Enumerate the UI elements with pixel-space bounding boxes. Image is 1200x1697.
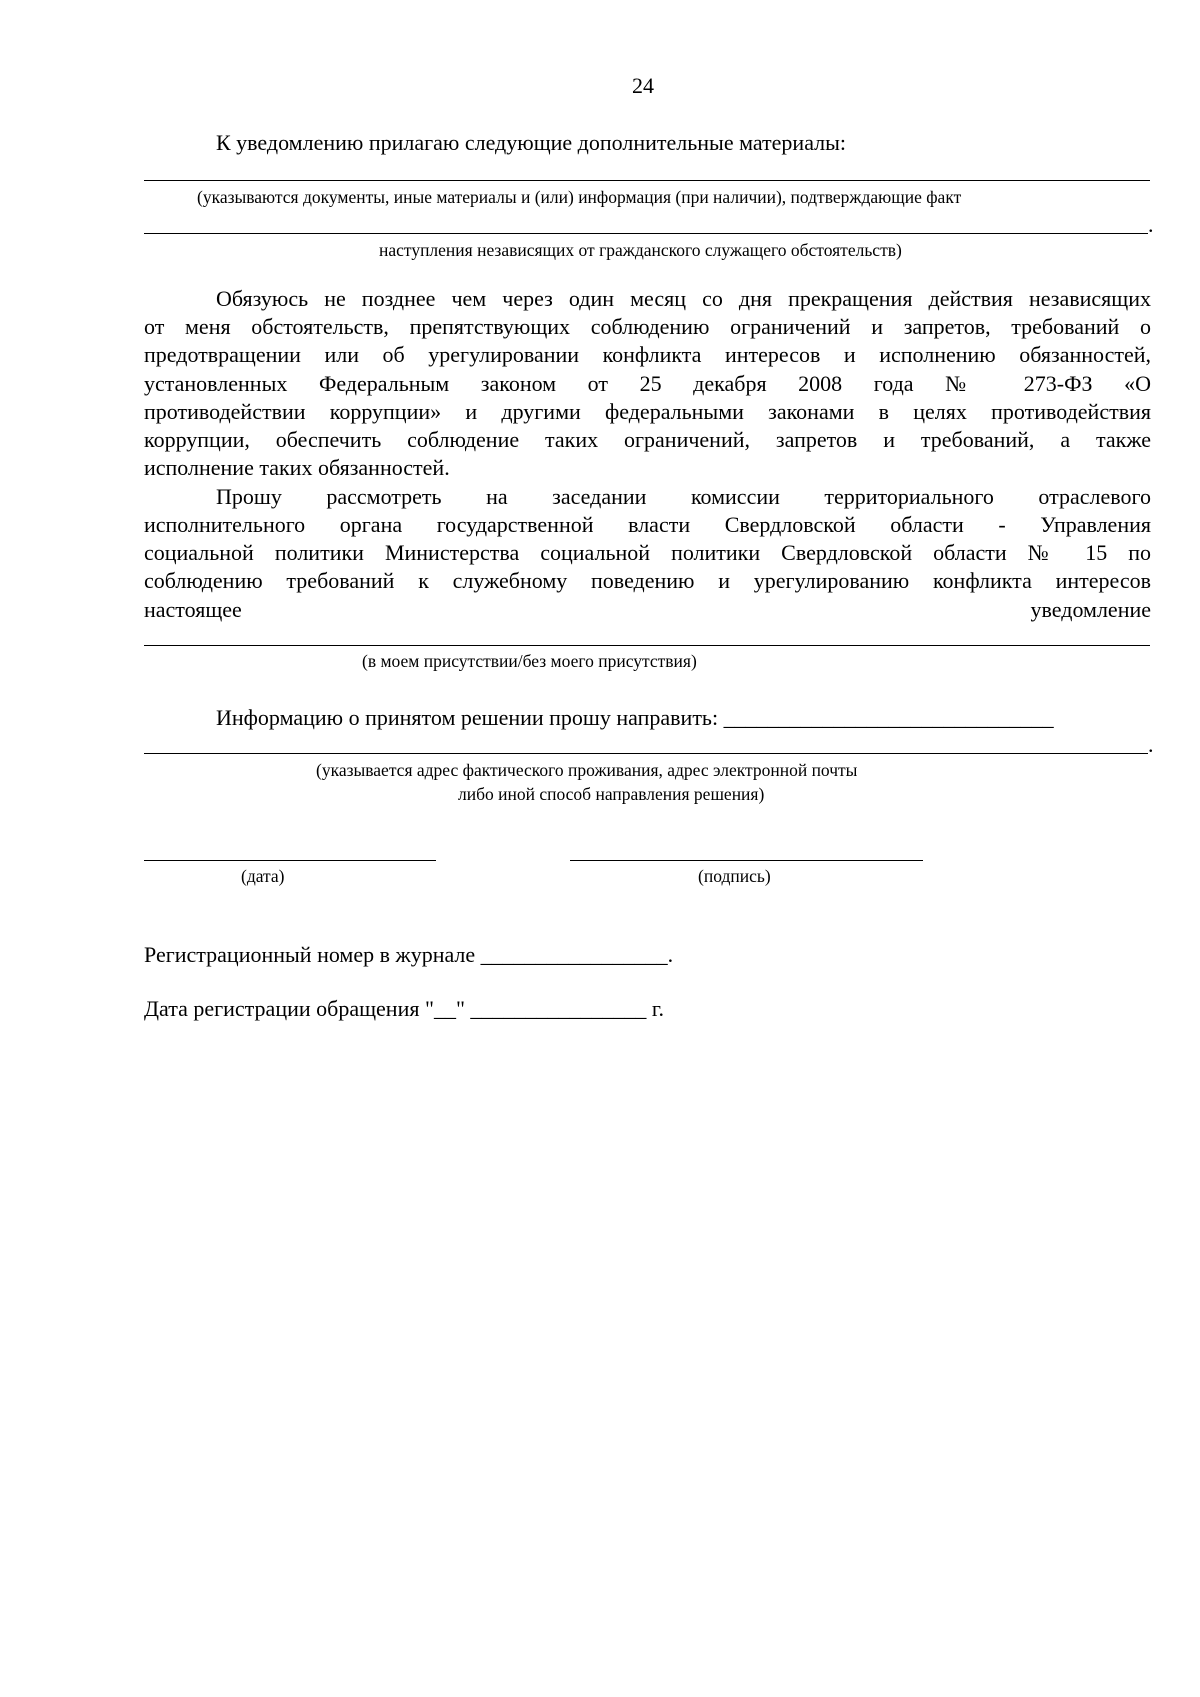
obligation-line-1: Обязуюсь не позднее чем через один месяц со дня прекращения действия независящих [216,286,1151,311]
decision-info-caption-2: либо иной способ направления решения) [458,784,765,804]
obligation-last-line: исполнение таких обязанностей. [144,455,450,480]
attachments-trailing-dot: . [1148,212,1154,237]
request-last-left: настоящее [144,597,242,622]
decision-info-line [144,753,1148,754]
obligation-line-4: установленных Федеральным законом от 25 декабря 2008 года № 273-ФЗ «О [144,371,1151,396]
request-line-2: исполнительного органа государственной власти Свердловской области - Управления [144,512,1151,537]
attachments-line-1 [144,180,1150,181]
decision-info-caption-1: (указывается адрес фактического проживания, адрес электронной почты [316,760,858,780]
date-caption: (дата) [241,866,285,886]
signature-caption: (подпись) [698,866,771,886]
attachments-caption-2: наступления независящих от гражданского служащего обстоятельств) [379,240,902,260]
attachments-intro: К уведомлению прилагаю следующие дополнительные материалы: [216,130,847,155]
obligation-line-3: предотвращении или об урегулировании конфликта интересов и исполнению обязанностей, [144,342,1151,367]
request-line-1: Прошу рассмотреть на заседании комиссии территориального отраслевого [216,484,1151,509]
date-line [144,860,436,861]
request-line-4: соблюдению требований к служебному поведению и урегулированию конфликта интересов [144,568,1151,593]
obligation-line-2: от меня обстоятельств, препятствующих соблюдению ограничений и запретов, требований о [144,314,1151,339]
request-line-3: социальной политики Министерства социальной политики Свердловской области № 15 по [144,540,1151,565]
attachments-caption-1: (указываются документы, иные материалы и (или) информация (при наличии), подтверждающие факт [197,187,962,207]
request-last-right: уведомление [1030,597,1151,622]
signature-line [570,860,923,861]
decision-info-trailing-dot: . [1148,732,1154,757]
obligation-line-6: коррупции, обеспечить соблюдение таких ограничений, запретов и требований, а также [144,427,1151,452]
presence-line [144,645,1150,646]
presence-caption: (в моем присутствии/без моего присутствия) [362,651,697,671]
page-number: 24 [632,73,654,98]
registration-number-label: Регистрационный номер в журнале _________________. [144,942,674,967]
attachments-line-2 [144,233,1148,234]
registration-date-label: Дата регистрации обращения "__" ________________ г. [144,996,664,1021]
obligation-line-5: противодействии коррупции» и другими федеральными законами в целях противодействия [144,399,1151,424]
decision-info-label: Информацию о принятом решении прошу направить: ______________________________ [216,705,1054,730]
